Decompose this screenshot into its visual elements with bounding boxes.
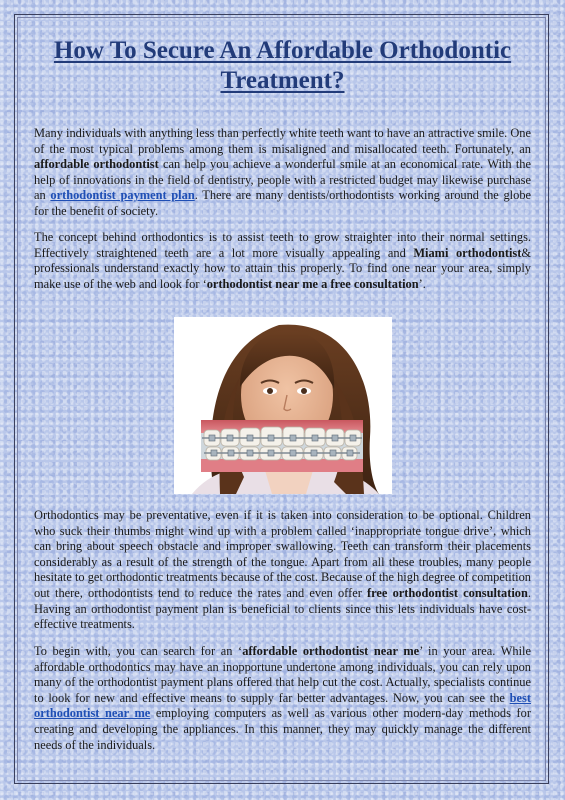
bold-phrase: affordable orthodontist — [34, 157, 159, 172]
bold-phrase: affordable orthodontist near me — [242, 644, 420, 658]
paragraph-3 — [34, 508, 531, 633]
girl-with-braces-illustration — [174, 317, 392, 494]
paragraph-text: The concept behind orthodontics is to assist teeth to grow straighter into their normal settings. Effectively straightened teeth are a lot more visually appealing and — [34, 230, 531, 260]
paragraph-text: can help you achieve a wonderful smile at an economical rate. With the help of innovations in the field of dentistry, people with a restricted budget may likewise purchase an — [34, 157, 531, 203]
paragraph-text: employing computers as well as various other modern-day methods for creating and developing the appliances. In this manner, they may quickly manage the different needs of the individuals. — [34, 706, 531, 752]
page-title: How To Secure An Affordable Orthodontic Treatment? — [53, 37, 512, 94]
paragraph-text: Many individuals with anything less than perfectly white teeth want to have an attractive smile. One of the most typical problems among them is misaligned and misallocated teeth. Fortunately, an — [34, 126, 531, 156]
paragraph-text: . There are many dentists/orthodontists working around the globe for the benefit of society. — [34, 188, 532, 218]
paragraph-text: . Having an orthodontist payment plan is beneficial to clients since this lets individuals have cost-effective treatments. — [34, 585, 532, 632]
bold-phrase: orthodontist near me a free consultation — [206, 276, 419, 291]
bold-phrase: free orthodontist consultation — [367, 585, 528, 600]
paragraph-4 — [34, 644, 531, 753]
bold-phrase: Miami orthodontist — [413, 245, 522, 260]
best-orthodontist-near-me-link[interactable]: best orthodontist near me — [34, 690, 531, 721]
paragraph-2 — [34, 230, 531, 292]
paragraph-text: To begin with, you can search for an ‘ — [34, 644, 243, 658]
paragraph-text: & professionals understand exactly how to attain this properly. To find one near your area, simply make use of the web and look for ‘ — [34, 245, 531, 291]
paragraph-text: ’ in your area. While affordable orthodontics may have an inopportune undertone among individuals, you can rely upon many of the orthodontist payment plans offered that help cut the cost. Actually, specialists continue to look for new and effective means to supply far better advantages. Now, you can see the — [34, 644, 531, 705]
braces-photo — [174, 317, 392, 494]
paragraph-text: ’. — [418, 276, 426, 291]
paragraph-1 — [34, 126, 531, 220]
paragraph-text: Orthodontics may be preventative, even if it is taken into consideration to be optional. Children who suck their thumbs might wind up with a problem called ‘inappropriate tongue drive’, which can bring about speech obstacle and improper swallowing. Teeth can transform their placements considerably as a result of the strength of the tongue. Apart from all these troubles, many people hesitate to get orthodontic treatments because of the cost. Because of the high degree of competition out there, orthodontists tend to reduce the rates and even offer — [34, 508, 531, 600]
orthodontist-payment-plan-link[interactable]: orthodontist payment plan — [50, 188, 195, 203]
